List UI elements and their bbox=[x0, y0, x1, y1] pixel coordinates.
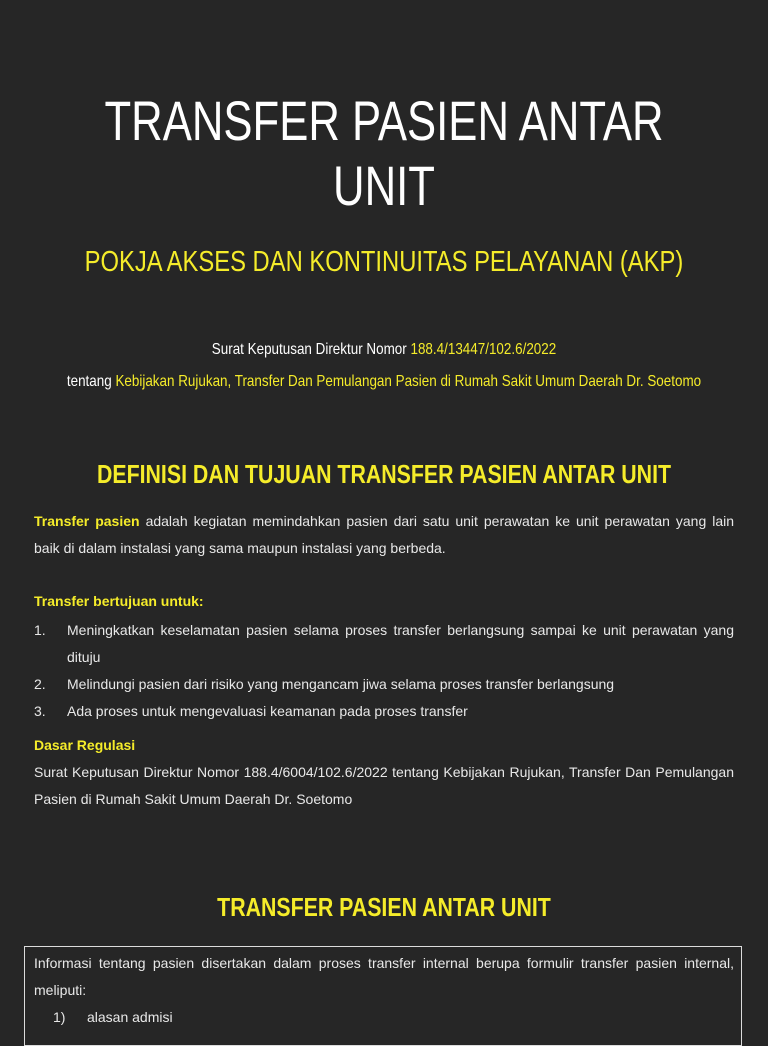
list-item bbox=[34, 617, 734, 671]
list-item-text: Melindungi pasien dari risiko yang mengancam jiwa selama proses transfer berlangsung bbox=[67, 676, 615, 692]
decree-subject: Kebijakan Rujukan, Transfer Dan Pemulangan Pasien di Rumah Sakit Umum Daerah Dr. Soetomo bbox=[115, 373, 702, 390]
list-item-number: 2. bbox=[34, 676, 46, 692]
regulation-text: Surat Keputusan Direktur Nomor 188.4/6004/102.6/2022 tentang Kebijakan Rujukan, Transfer Dan Pemulangan Pasien di Rumah Sakit Umum Daerah Dr. Soetomo bbox=[34, 764, 734, 807]
section-heading-transfer: TRANSFER PASIEN ANTAR UNIT bbox=[217, 892, 551, 922]
info-box bbox=[24, 946, 742, 1046]
list-item-text: Ada proses untuk mengevaluasi keamanan pada proses transfer bbox=[67, 703, 468, 719]
list-item-text: alasan admisi bbox=[87, 1009, 173, 1025]
decree-line-2 bbox=[61, 373, 706, 391]
list-item-number: 3. bbox=[34, 703, 46, 719]
decree-line-1 bbox=[61, 341, 706, 359]
section-heading-definition: DEFINISI DAN TUJUAN TRANSFER PASIEN ANTAR UNIT bbox=[96, 459, 672, 489]
definition-text: adalah kegiatan memindahkan pasien dari satu unit perawatan ke unit perawatan yang lain baik di dalam instalasi yang sama maupun instalasi yang berbeda. bbox=[34, 513, 734, 556]
list-item-number: 1. bbox=[34, 622, 46, 638]
decree-prefix: Surat Keputusan Direktur Nomor bbox=[211, 341, 407, 358]
decree-about: tentang bbox=[66, 373, 112, 390]
info-box-intro: Informasi tentang pasien disertakan dalam proses transfer internal berupa formulir transfer pasien internal, meliputi: bbox=[34, 955, 734, 998]
definition-term: Transfer pasien bbox=[34, 513, 140, 529]
purpose-list bbox=[34, 617, 734, 725]
list-item bbox=[34, 698, 734, 725]
page-title: TRANSFER PASIEN ANTAR UNIT bbox=[104, 89, 664, 217]
list-item bbox=[34, 671, 734, 698]
info-box-list bbox=[53, 1004, 713, 1031]
list-item-number: 1) bbox=[53, 1009, 66, 1025]
list-item bbox=[53, 1004, 713, 1031]
definition-paragraph bbox=[34, 508, 734, 562]
decree-number: 188.4/13447/102.6/2022 bbox=[410, 341, 557, 358]
regulation-label: Dasar Regulasi bbox=[34, 737, 136, 753]
page-subtitle: POKJA AKSES DAN KONTINUITAS PELAYANAN (AKP) bbox=[84, 246, 684, 278]
list-item-text: Meningkatkan keselamatan pasien selama proses transfer berlangsung sampai ke unit perawatan yang dituju bbox=[67, 622, 734, 665]
purpose-label: Transfer bertujuan untuk: bbox=[34, 593, 204, 609]
